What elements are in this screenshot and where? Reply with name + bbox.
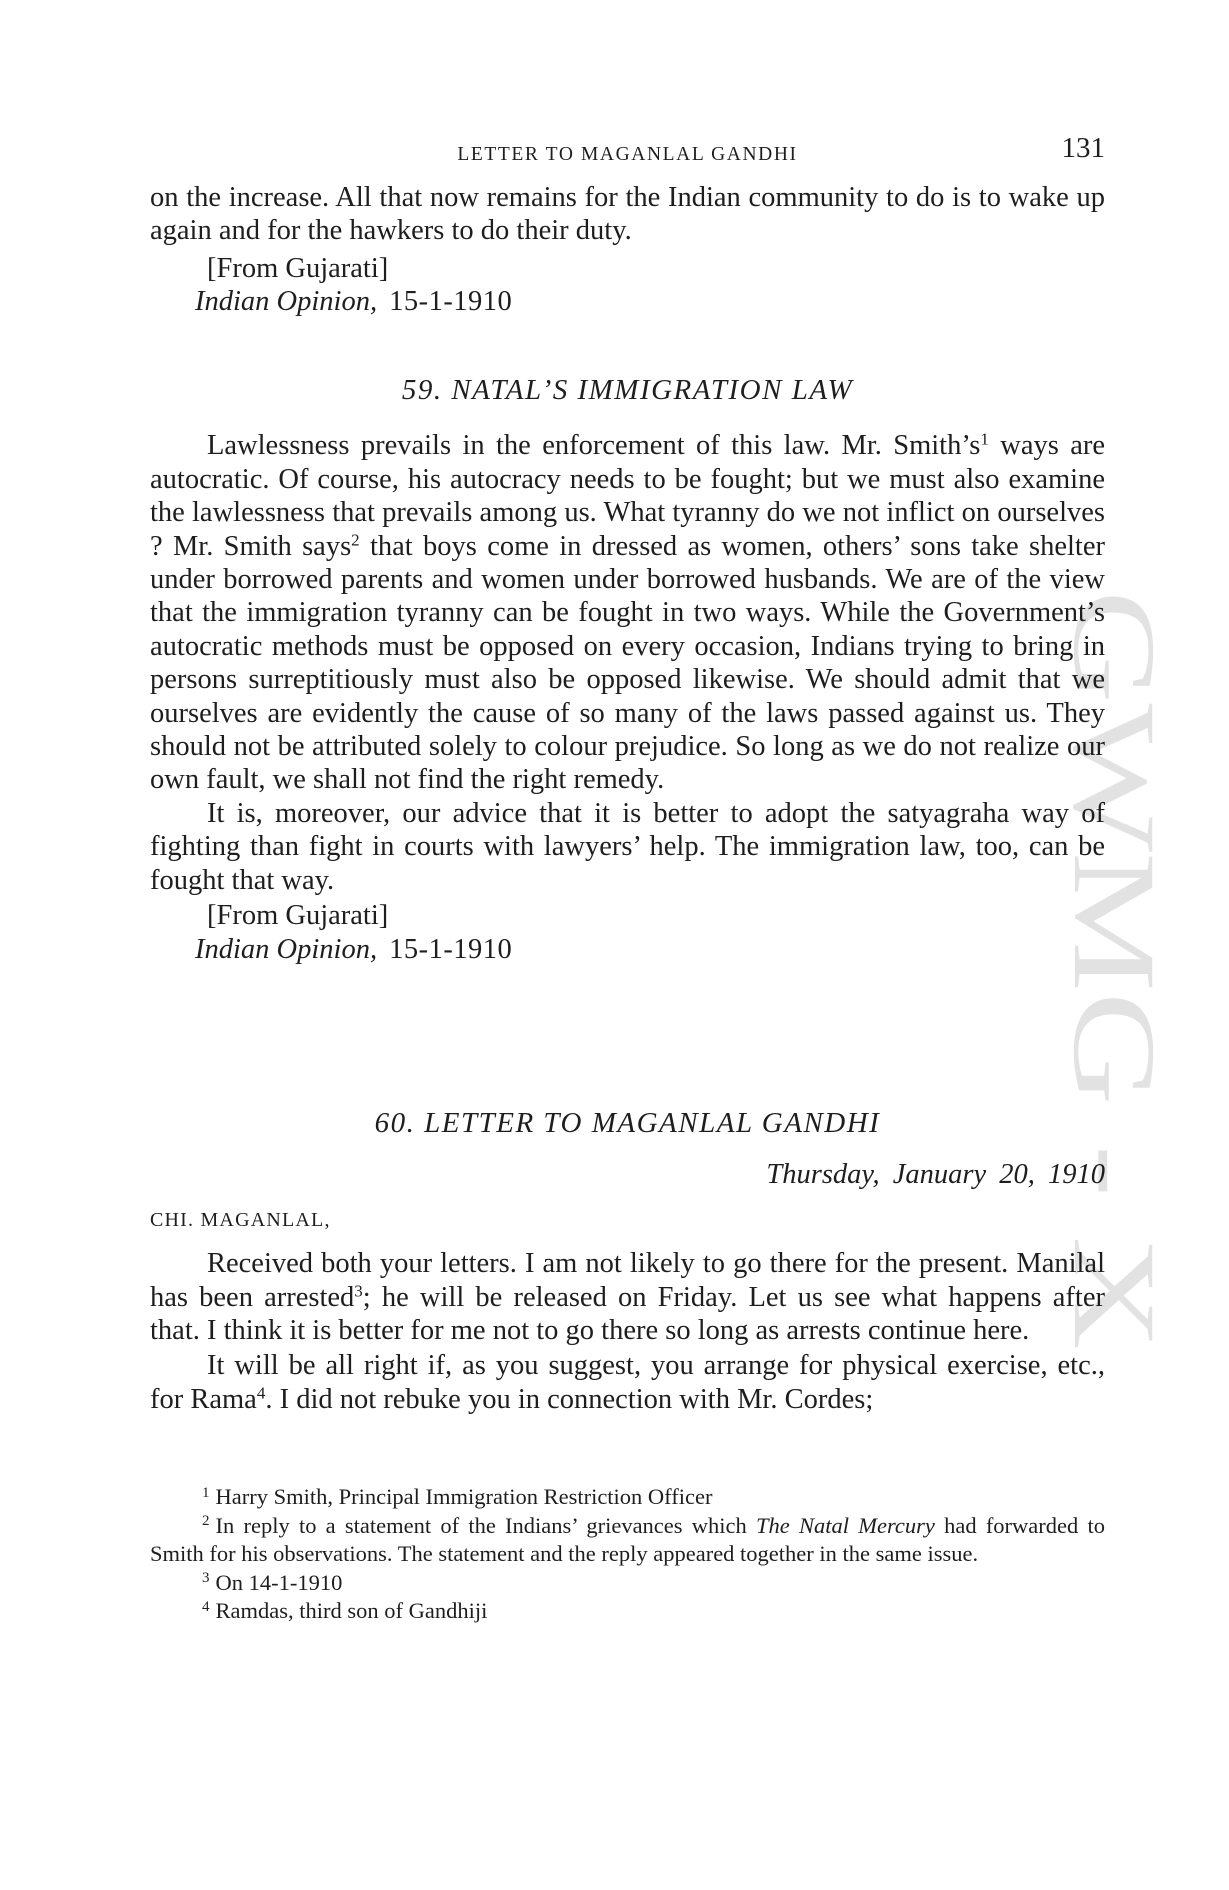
publication-name: Indian Opinion,: [195, 933, 378, 965]
salutation: CHI. MAGANLAL,: [150, 1208, 331, 1231]
publication-date: 15-1-1910: [389, 286, 513, 318]
publication-line: [150, 285, 1105, 318]
watermark-text: GWMG - X: [1049, 590, 1180, 1161]
text-run: It will be all right if, as you suggest, you arrange for physical exercise, etc., for Rama: [150, 1350, 1105, 1415]
footnote-2: [150, 1512, 1105, 1569]
footnote-ref: 1: [980, 430, 989, 450]
item-59-title: 59. NATAL’S IMMIGRATION LAW: [401, 374, 854, 406]
item-59-paragraph-1: [150, 429, 1105, 796]
footnote-4: [150, 1597, 1105, 1626]
item-60: [150, 1107, 1105, 1416]
text-run: Received both your letters. I am not likely to go there for the present. Manilal has been arrested: [150, 1248, 1105, 1313]
footnote-text: Harry Smith, Principal Immigration Restriction Officer: [215, 1484, 713, 1509]
item-60-paragraph-2: [150, 1349, 1105, 1416]
source-note: [From Gujarati]: [207, 252, 389, 284]
footnote-mark: 4: [202, 1598, 210, 1615]
footnote-mark: 2: [202, 1513, 210, 1529]
publication-line: [150, 933, 1105, 966]
footnotes: [150, 1483, 1105, 1626]
footnote-italic: The Natal Mercury: [756, 1512, 935, 1538]
item-59-paragraph-2: It is, moreover, our advice that it is better to adopt the satyagraha way of fighting than fight in courts with lawyers’ help. The immigration law, too, can be fought that way.: [150, 797, 1105, 896]
footnote-text: had forwarded to Smith for his observations. The statement and the reply appeared together in the same issue.: [150, 1512, 1105, 1566]
footnote-ref: 2: [351, 530, 360, 550]
letter-dateline: Thursday, January 20, 1910: [766, 1159, 1105, 1191]
footnote-ref: 3: [354, 1281, 363, 1301]
text-run: that boys come in dressed as women, others’ sons take shelter under borrowed parents and women under borrowed husbands. We are of the view that the immigration tyranny can be fought in two ways. While the Government’s autocratic methods must be opposed on every occasion, Indians trying to bring in persons surreptitiously must also be opposed likewise. We should admit that we ourselves are evidently the cause of so many of the laws passed against us. They should not be attributed solely to colour prejudice. So long as we do not realize our own fault, we shall not find the right remedy.: [150, 530, 1105, 796]
running-header: [150, 132, 1105, 166]
item-60-title: 60. LETTER TO MAGANLAL GANDHI: [374, 1107, 881, 1139]
footnote-text: Ramdas, third son of Gandhiji: [215, 1598, 488, 1623]
text-run: ways are autocratic. Of course, his autocracy needs to be fought; but we must also examine the lawlessness that prevails among us. What tyranny do we not inflict on ourselves ? Mr. Smith says: [150, 430, 1105, 562]
footnote-text: In reply to a statement of the Indians’ grievances which: [215, 1512, 756, 1538]
source-note: [From Gujarati]: [207, 900, 389, 932]
item-60-paragraph-1: [150, 1247, 1105, 1347]
publication-date: 15-1-1910: [389, 933, 513, 965]
footnote-1: [150, 1483, 1105, 1512]
text-run: . I did not rebuke you in connection with Mr. Cordes;: [265, 1383, 874, 1415]
page-number: 131: [1061, 132, 1105, 164]
running-title: LETTER TO MAGANLAL GANDHI: [457, 144, 798, 165]
top-section: [150, 181, 1105, 319]
footnote-mark: 1: [202, 1484, 210, 1501]
text-run: Lawlessness prevails in the enforcement of this law. Mr. Smith’s: [207, 430, 981, 462]
footnote-3: [150, 1569, 1105, 1598]
footnote-ref: 4: [256, 1383, 266, 1403]
text-run: ; he will be released on Friday. Let us see what happens after that. I think it is better for me not to go there so long as arrests continue here.: [150, 1281, 1105, 1347]
publication-name: Indian Opinion,: [195, 286, 378, 318]
footnote-text: On 14-1-1910: [215, 1569, 343, 1595]
continued-paragraph: on the increase. All that now remains for the Indian community to do is to wake up again and for the hawkers to do their duty.: [150, 182, 1105, 247]
item-59: [150, 374, 1105, 966]
footnote-mark: 3: [202, 1570, 210, 1586]
